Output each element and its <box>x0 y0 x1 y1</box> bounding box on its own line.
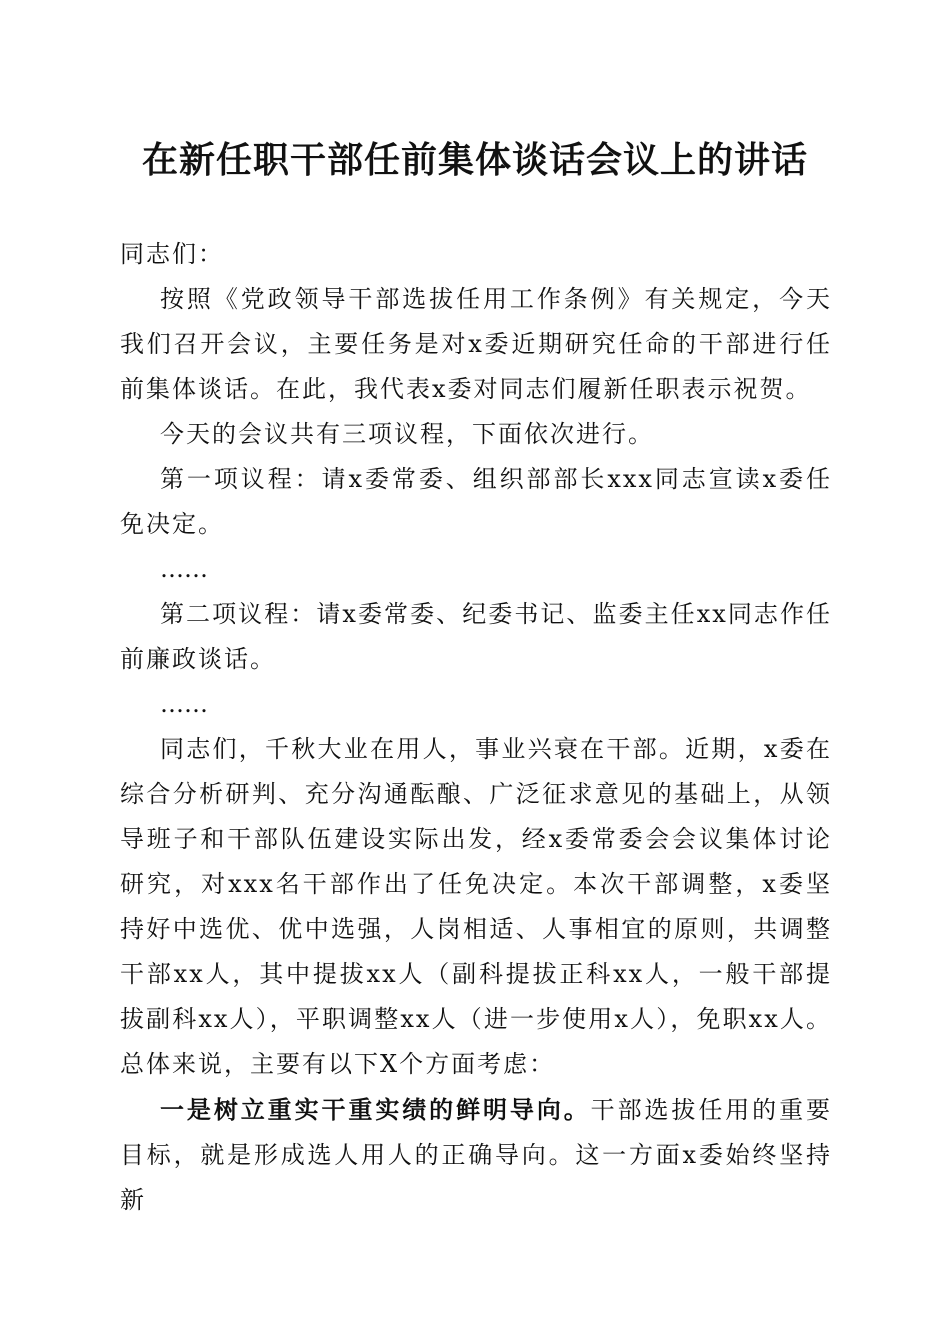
paragraph-agenda: 今天的会议共有三项议程，下面依次进行。 <box>160 420 654 448</box>
point-1-lead: 一是树立重实干重实绩的鲜明导向。 <box>160 1095 591 1124</box>
paragraph-point-1 <box>120 1087 832 1223</box>
greeting: 同志们： <box>120 240 224 268</box>
document-body <box>120 232 832 1223</box>
ellipsis-1: …… <box>160 555 208 583</box>
paragraph-agenda-item-2: 第二项议程：请x委常委、纪委书记、监委主任xx同志作任前廉政谈话。 <box>120 600 832 673</box>
paragraph-adjustment: 同志们，千秋大业在用人，事业兴衰在干部。近期，x委在综合分析研判、充分沟通酝酿、广泛征求意见的基础上，从领导班子和干部队伍建设实际出发，经x委常委会会议集体讨论研究，对xxx名干部作出了任免决定。本次干部调整，x委坚持好中选优、优中选强，人岗相适、人事相宜的原则，共调整干部xx人，其中提拔xx人（副科提拔正科xx人，一般干部提拔副科xx人），平职调整xx人（进一步使用x人），免职xx人。总体来说，主要有以下X个方面考虑： <box>120 735 832 1078</box>
point-1-text: 干部选拔任用的重要目标，就是形成选人用人的正确导向。这一方面x委始终坚持新 <box>120 1096 833 1214</box>
ellipsis-2: …… <box>160 690 208 718</box>
paragraph-agenda-item-1: 第一项议程：请x委常委、组织部部长xxx同志宣读x委任免决定。 <box>120 465 832 538</box>
paragraph-intro: 按照《党政领导干部选拔任用工作条例》有关规定，今天我们召开会议，主要任务是对x委近期研究任命的干部进行任前集体谈话。在此，我代表x委对同志们履新任职表示祝贺。 <box>120 285 832 403</box>
document-title: 在新任职干部任前集体谈话会议上的讲话 <box>141 139 808 181</box>
